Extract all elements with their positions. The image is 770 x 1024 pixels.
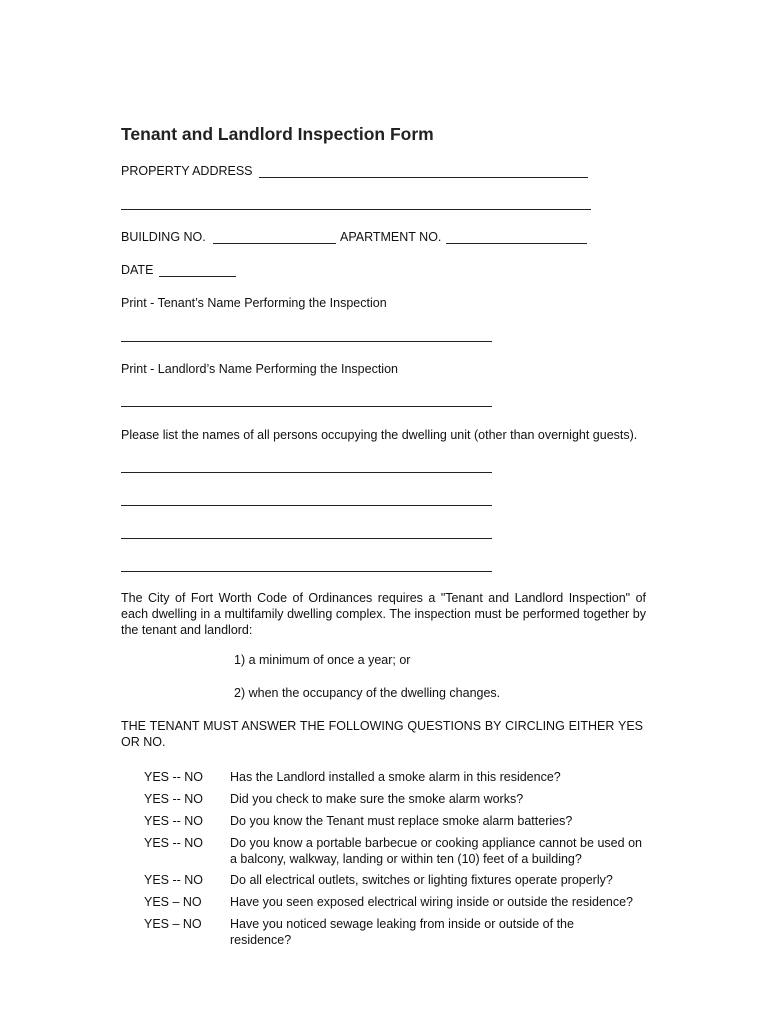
ordinance-item-1: 1) a minimum of once a year; or bbox=[234, 653, 411, 667]
question-text: Have you noticed sewage leaking from inside or outside of the residence? bbox=[230, 917, 574, 947]
occupant-field-4[interactable] bbox=[121, 571, 492, 572]
tenant-name-field[interactable] bbox=[121, 341, 492, 342]
instructions-text: THE TENANT MUST ANSWER THE FOLLOWING QUESTIONS BY CIRCLING EITHER YES OR NO. bbox=[121, 719, 643, 749]
landlord-name-label: Print - Landlord’s Name Performing the Inspection bbox=[121, 362, 398, 376]
occupant-field-1[interactable] bbox=[121, 472, 492, 473]
building-no-field[interactable] bbox=[213, 243, 336, 244]
yes-no-answer[interactable]: YES -- NO bbox=[144, 873, 204, 887]
property-address-field[interactable] bbox=[259, 177, 588, 178]
occupants-label: Please list the names of all persons occupying the dwelling unit (other than overnight guests). bbox=[121, 428, 638, 442]
question-text: Do you know a portable barbecue or cooking appliance cannot be used on a balcony, walkway, landing or within ten (10) feet of a building? bbox=[230, 836, 642, 866]
question-text: Do you know the Tenant must replace smoke alarm batteries? bbox=[230, 814, 573, 828]
occupant-field-2[interactable] bbox=[121, 505, 492, 506]
yes-no-answer[interactable]: YES – NO bbox=[144, 895, 202, 909]
tenant-name-label: Print - Tenant’s Name Performing the Inspection bbox=[121, 296, 387, 310]
property-address-line-2[interactable] bbox=[121, 209, 591, 210]
ordinance-paragraph: The City of Fort Worth Code of Ordinances requires a "Tenant and Landlord Inspection" of each dwelling in a multifamily dwelling complex. The inspection must be performed together by the tenant and landlord: bbox=[121, 591, 646, 637]
property-address-label: PROPERTY ADDRESS bbox=[121, 164, 253, 178]
question-text: Did you check to make sure the smoke alarm works? bbox=[230, 792, 524, 806]
yes-no-answer[interactable]: YES -- NO bbox=[144, 836, 204, 850]
form-title: Tenant and Landlord Inspection Form bbox=[121, 124, 434, 144]
date-label: DATE bbox=[121, 263, 154, 277]
yes-no-answer[interactable]: YES -- NO bbox=[144, 814, 204, 828]
question-text: Do all electrical outlets, switches or lighting fixtures operate properly? bbox=[230, 873, 613, 887]
ordinance-item-2: 2) when the occupancy of the dwelling changes. bbox=[234, 686, 501, 700]
occupant-field-3[interactable] bbox=[121, 538, 492, 539]
yes-no-answer[interactable]: YES -- NO bbox=[144, 770, 204, 784]
question-text: Has the Landlord installed a smoke alarm in this residence? bbox=[230, 770, 561, 784]
apartment-no-label: APARTMENT NO. bbox=[340, 230, 442, 244]
date-field[interactable] bbox=[159, 276, 236, 277]
building-no-label: BUILDING NO. bbox=[121, 230, 206, 244]
yes-no-answer[interactable]: YES -- NO bbox=[144, 792, 204, 806]
landlord-name-field[interactable] bbox=[121, 406, 492, 407]
yes-no-answer[interactable]: YES – NO bbox=[144, 917, 202, 931]
question-text: Have you seen exposed electrical wiring inside or outside the residence? bbox=[230, 895, 634, 909]
apartment-no-field[interactable] bbox=[446, 243, 587, 244]
